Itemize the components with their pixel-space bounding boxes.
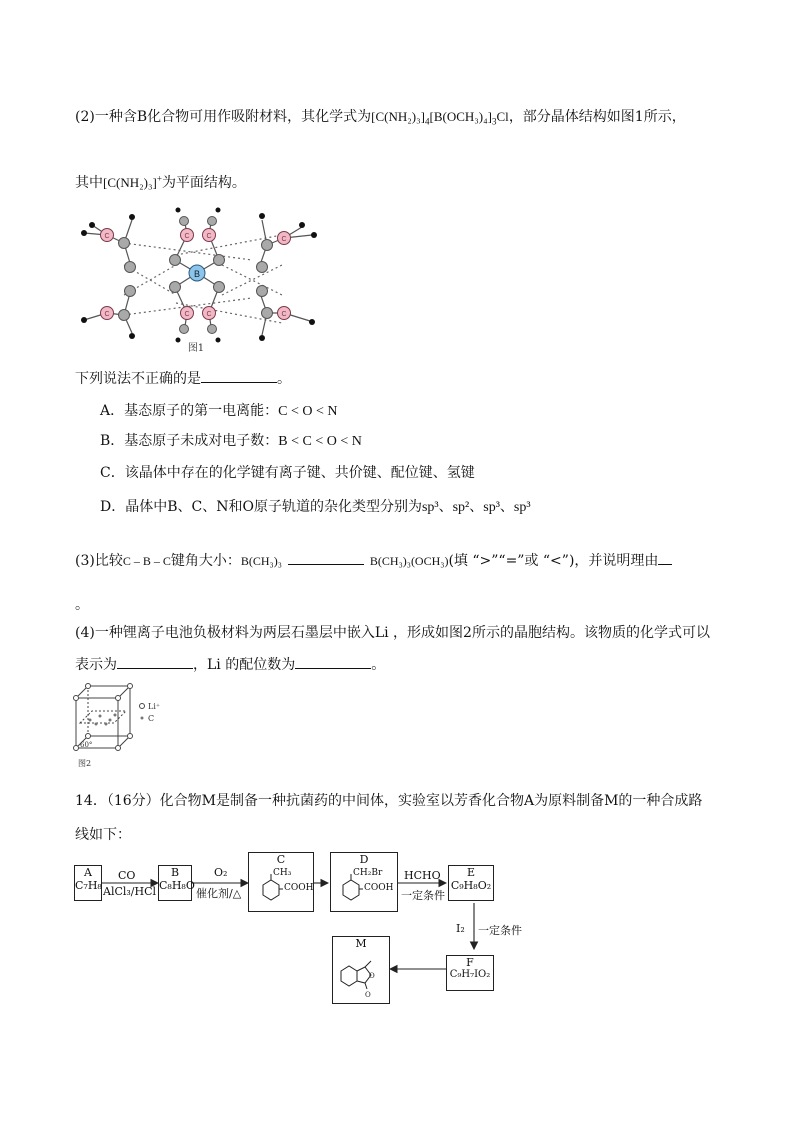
arrow2-reagent: O₂: [214, 866, 228, 879]
answer-blank[interactable]: [295, 654, 371, 669]
svg-text:C: C: [206, 311, 212, 318]
arrow2-condition: 催化剂/△: [196, 887, 242, 900]
svg-text:B: B: [193, 269, 201, 279]
answer-blank[interactable]: [288, 550, 364, 565]
svg-text:O: O: [365, 991, 371, 999]
arrow3-condition: 一定条件: [401, 889, 445, 902]
figure-1-caption: 图1: [187, 343, 205, 354]
svg-text:C: C: [206, 233, 212, 240]
q14-line1: 14．（16分）化合物M是制备一种抗菌药的中间体，实验室以芳香化合物A为原料制备M的一种合成路: [75, 793, 703, 809]
svg-text:C: C: [281, 311, 287, 318]
svg-text:C: C: [281, 236, 287, 243]
legend-c: C: [148, 714, 155, 723]
arrow4-condition: 一定条件: [478, 924, 522, 937]
legend-li: Li⁺: [148, 702, 161, 711]
compound-d: D CH₂Br COOH: [330, 852, 398, 912]
figure-1-crystal-structure: [72, 205, 332, 355]
angle-label: 60°: [80, 741, 93, 749]
q14-line2: 线如下：: [75, 827, 131, 843]
compound-c: C CH₃ COOH: [248, 852, 314, 912]
compound-m-structure: [333, 953, 389, 1003]
compound-f: F C₉H₇IO₂: [446, 955, 494, 991]
compound-a: A C₇H₈: [74, 865, 102, 901]
answer-blank[interactable]: [201, 368, 277, 383]
arrow1-condition: AlCl₃/HCl: [103, 885, 157, 898]
q13-4-line1: (4)一种锂离子电池负极材料为两层石墨层中嵌入Li ，形成如图2所示的晶胞结构。该物质的化学式可以: [75, 625, 710, 641]
q13-3-end: 。: [75, 597, 89, 613]
arrow4-reagent: I₂: [456, 922, 465, 935]
option-b: B．基态原子未成对电子数：B < C < O < N: [100, 433, 362, 449]
arrow1-reagent: CO: [118, 869, 136, 882]
q13-4-line2: 表示为 ，Li 的配位数为 。: [75, 654, 385, 674]
arrow3-reagent: HCHO: [404, 869, 441, 882]
compound-m: M O O: [332, 936, 390, 1004]
answer-blank[interactable]: [658, 550, 672, 565]
q13-2-line1: (2)一种含B化合物可用作吸附材料，其化学式为$[C(NH_2)_3]_4[B(OCH_3)_4]_3Cl$，部分晶体结构如图1所示，: [75, 109, 686, 127]
q13-2-question: 下列说法不正确的是 。: [75, 368, 291, 388]
compound-b: B C₈H₈O: [158, 865, 192, 901]
figure-2-unit-cell: [70, 678, 180, 773]
q13-2-line2: 其中[C(NH₂)₃]+为平面结构。: [75, 173, 246, 191]
option-c: C．该晶体中存在的化学键有离子键、共价键、配位键、氢键: [100, 465, 475, 481]
compound-e: E C₉H₈O₂: [448, 865, 494, 901]
svg-text:C: C: [104, 311, 110, 318]
figure-2-caption: 图2: [78, 759, 92, 768]
answer-blank[interactable]: [117, 654, 193, 669]
q13-3-line: (3)比较C – B – C键角大小：B(CH₃)₃ B(CH₃)₃(OCH₃)(填 “>”“=”或 “<”)，并说明理由: [75, 550, 672, 570]
option-a: A．基态原子的第一电离能：C < O < N: [100, 403, 338, 419]
svg-text:C: C: [104, 233, 110, 240]
svg-text:O: O: [369, 972, 375, 980]
svg-text:C: C: [184, 233, 190, 240]
svg-text:C: C: [184, 311, 190, 318]
option-d: D．晶体中B、C、N和O原子轨道的杂化类型分别为sp³、sp²、sp³、sp³: [100, 499, 531, 515]
